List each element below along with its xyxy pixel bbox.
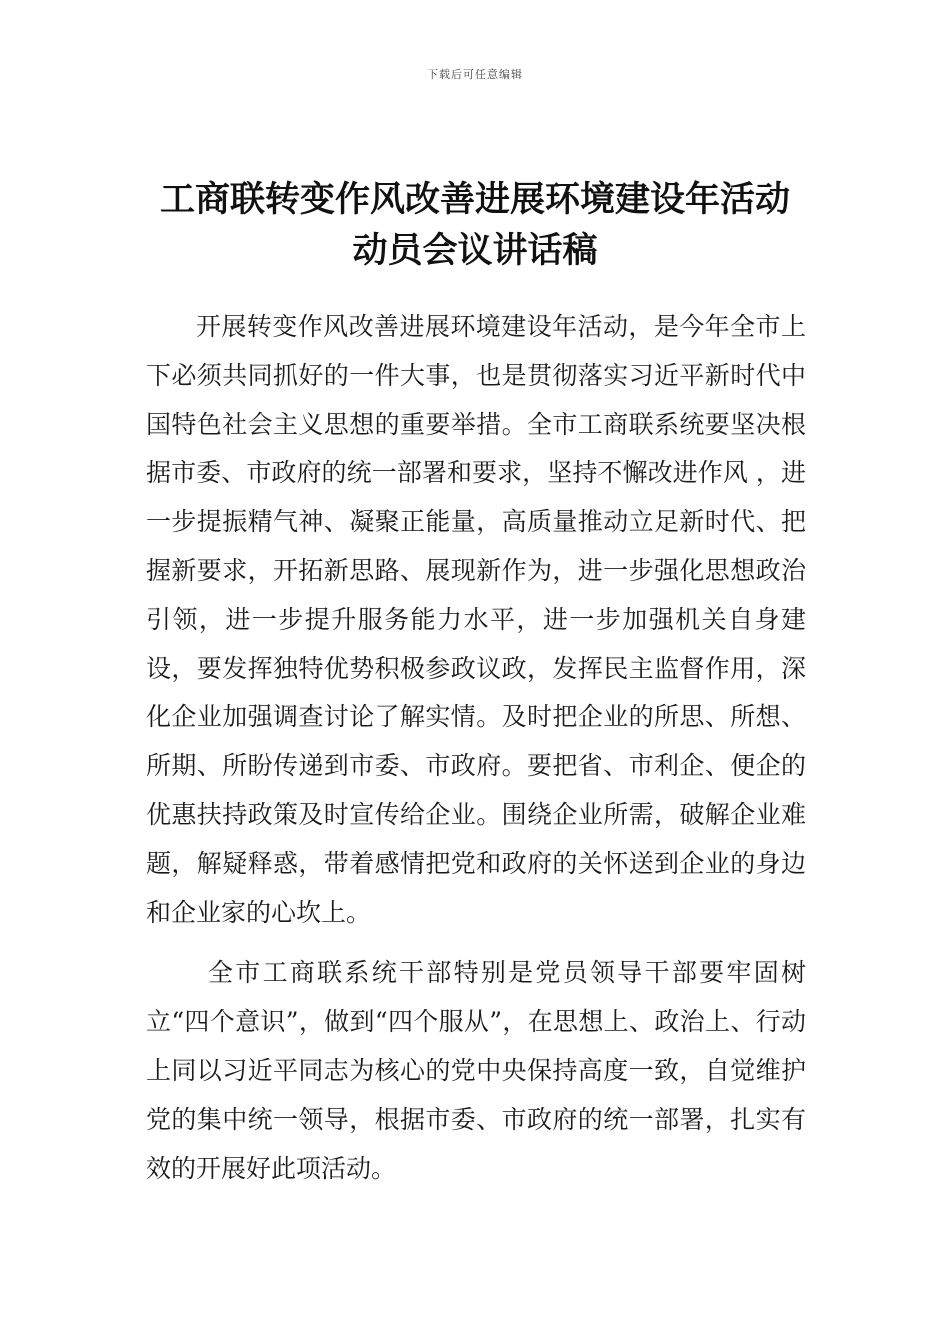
document-title-line-2: 动员会议讲话稿 (352, 231, 598, 271)
body-paragraph-1: 开展转变作风改善进展环境建设年活动，是今年全市上下必须共同抓好的一件大事，也是贯彻落实习近平新时代中国特色社会主义思想的重要举措。全市工商联系统要坚决根据市委、市政府的统一部署和要求，坚持不懈改进作风 ，进一步提振精气神、凝聚正能量，高质量推动立足新时代、把握新要求，开拓新思路、展现新作为，进一步强化思想政治引领，进一步提升服务能力水平，进一步加强机关自身建设，要发挥独特优势积极参政议政，发挥民主监督作用，深化企业加强调查讨论了解实情。及时把企业的所思、所想、所期、所盼传递到市委、市政府。要把省、市利企、便企的优惠扶持政策及时宣传给企业。围绕企业所需，破解企业难题，解疑释惑，带着感情把党和政府的关怀送到企业的身边和企业家的心坎上。 (146, 312, 806, 927)
document-title-line-1: 工商联转变作风改善进展环境建设年活动 (159, 180, 790, 220)
document-title (140, 175, 810, 277)
body-paragraph-2: 全市工商联系统干部特别是党员领导干部要牢固树立“四个意识”，做到“四个服从”，在思想上、政治上、行动上同以习近平同志为核心的党中央保持高度一致，自觉维护党的集中统一领导，根据市委、市政府的统一部署，扎实有效的开展好此项活动。 (146, 958, 806, 1183)
page-header-note: 下载后可任意编辑 (427, 68, 523, 81)
document-body (146, 303, 806, 1193)
